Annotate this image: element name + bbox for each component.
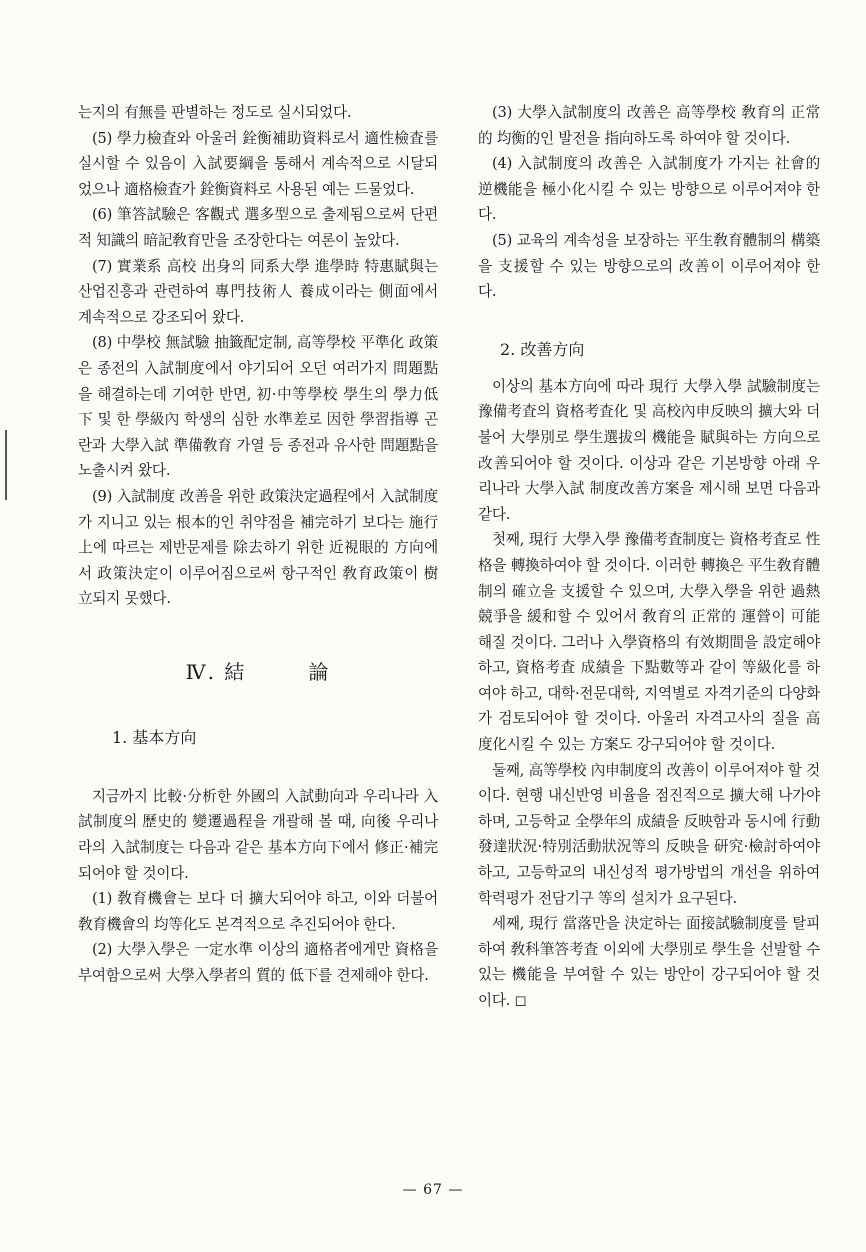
- paragraph-improvement-intro: 이상의 基本方向에 따라 現行 大學入學 試驗制度는 豫備考査의 資格考査化 및 高校內申反映의 擴大와 더불어 大學別로 學生選拔의 機能을 賦與하는 方向으로 改善되어야 할 것이다. 이상과 같은 기본방향 아래 우리나라 大學入試 制度改善方案을 제시해 보면 다음과 같다.: [478, 377, 820, 523]
- paragraph-item-6: (6) 筆答試驗은 客觀式 選多型으로 출제됨으로써 단편적 知識의 暗記敎育만을 조장한다는 여론이 높았다.: [78, 206, 438, 249]
- left-column: [78, 100, 438, 989]
- paragraph-direction-3: (3) 大學入試制度의 改善은 高等學校 敎育의 正常的 均衡的인 발전을 指向하도록 하여야 할 것이다.: [478, 104, 820, 147]
- paragraph-direction-4: (4) 入試制度의 改善은 入試制度가 가지는 社會的 逆機能을 極小化시킬 수 있는 방향으로 이루어져야 한다.: [478, 155, 820, 224]
- section-heading-number: Ⅳ. 結: [185, 659, 247, 684]
- paragraph-item-7: (7) 實業系 高校 出身의 同系大學 進學時 特惠賦與는 산업진흥과 관련하여 專門技術人 養成이라는 側面에서 계속적으로 강조되어 왔다.: [78, 257, 438, 326]
- subsection-heading-2: 2. 改善方向: [500, 339, 585, 359]
- margin-line: [5, 430, 7, 500]
- paragraph-item-5: (5) 學力檢査와 아울러 銓衡補助資料로서 適性檢査를 실시할 수 있음이 入試要綱을 통해서 계속적으로 시달되었으나 適格檢査가 銓衡資料로 사용된 예는 드물었다.: [78, 129, 438, 198]
- paragraph-second: 둘째, 高等學校 內申制度의 改善이 이루어져야 할 것이다. 현행 내신반영 비율을 점진적으로 擴大해 나가야 하며, 고등학교 全學年의 成績을 反映함과 동시에 行動發達狀況·特別活動狀況等의 反映을 研究·檢討하여야 하고, 고등학교의 내신성적 평가방법의 개선을 위하여 학력평가 전담기구 等의 설치가 요구된다.: [478, 761, 820, 907]
- paragraph-third: 세째, 現行 當落만을 決定하는 面接試驗制度를 탈피하여 敎科筆答考査 이외에 大學別로 學生을 선발할 수 있는 機能을 부여할 수 있는 방안이 강구되어야 할 것이다. ◻: [478, 915, 820, 1009]
- paragraph-first: 첫째, 現行 大學入學 豫備考査制度는 資格考査로 性格을 轉換하여야 할 것이다. 이러한 轉換은 平生敎育體制의 確立을 支援할 수 있으며, 大學入學을 위한 過熱競爭을 緩和할 수 있어서 敎育의 正常的 運營이 可能해질 것이다. 그러나 入學資格의 有效期間을 設定해야 하고, 資格考査 成績을 下點數等과 같이 等級化를 하여야 하고, 대학·전문대학, 지역별로 자격기준의 다양화가 검토되어야 할 것이다. 아울러 자격고사의 질을 高度化시킬 수 있는 方案도 강구되어야 할 것이다.: [478, 531, 820, 754]
- paragraph-direction-1: (1) 敎育機會는 보다 더 擴大되어야 하고, 이와 더불어 敎育機會의 均等化도 본격적으로 추진되어야 한다.: [78, 890, 438, 933]
- right-column: [478, 100, 820, 1014]
- subsection-heading-1: 1. 基本方向: [112, 727, 197, 747]
- paragraph-continuation: 는지의 有無를 판별하는 정도로 실시되었다.: [78, 104, 352, 121]
- paragraph-direction-5: (5) 교육의 계속성을 보장하는 平生敎育體制의 構築을 支援할 수 있는 방향으로의 改善이 이루어져야 한다.: [478, 231, 820, 301]
- section-heading-word: 論: [308, 659, 331, 684]
- paragraph-direction-2: (2) 大學入學은 一定水準 이상의 適格者에게만 資格을 부여함으로써 大學入學者의 質的 低下를 견제해야 한다.: [78, 941, 438, 985]
- paragraph-item-8: (8) 中學校 無試驗 抽籤配定制, 高等學校 平準化 政策은 종전의 入試制度에서 야기되어 오던 여러가지 問題點을 해결하는데 기여한 반면, 初·中等學校 學生의 學力低下 및 한 學級內 학생의 심한 水準差로 因한 學習指導 곤란과 大學入試 準備敎育 가열 등 종전과 유사한 問題點을 노출시켜 왔다.: [78, 334, 438, 480]
- paragraph-item-9: (9) 入試制度 改善을 위한 政策決定過程에서 入試制度가 지니고 있는 根本的인 취약점을 補完하기 보다는 施行上에 따르는 제반문제를 除去하기 위한 近視眼的 方向에서 政策決定이 이루어짐으로써 항구적인 敎育政策이 樹立되지 못했다.: [78, 487, 438, 608]
- section-heading: [78, 656, 438, 685]
- paragraph-intro: 지금까지 比較·分析한 外國의 入試動向과 우리나라 入試制度의 歷史的 變遷過程을 개괄해 볼 때, 向後 우리나라의 入試制度는 다음과 같은 基本方向下에서 修正·補完되어야 할 것이다.: [78, 787, 438, 882]
- page-number: — 67 —: [402, 1182, 464, 1198]
